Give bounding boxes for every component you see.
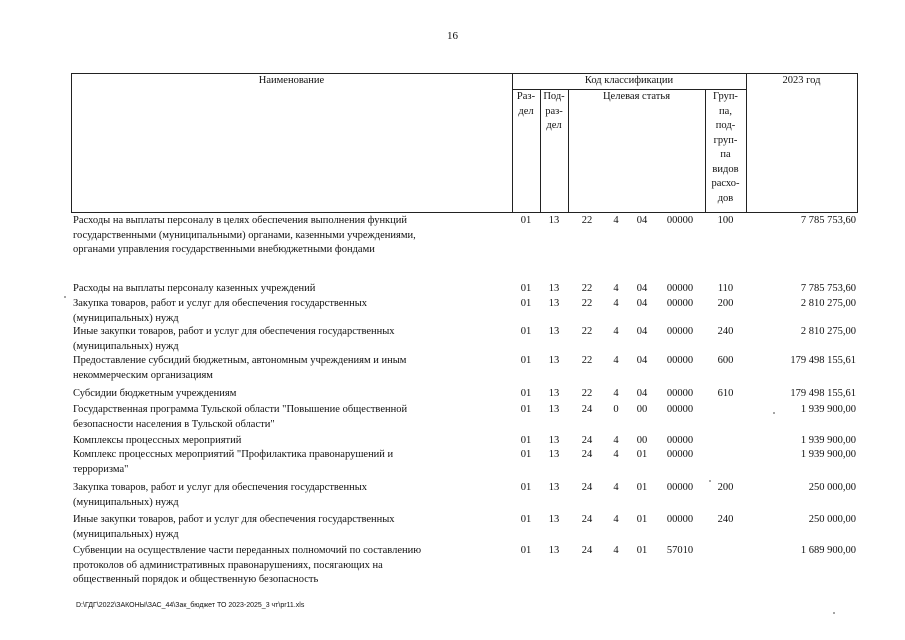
cell-pr: 13 [548,283,560,294]
cell-t4: 00000 [666,215,694,226]
row-name: Комплекс процессных мероприятий "Профилактика правонарушений и терроризма" [73,449,394,475]
row-name: Государственная программа Тульской области "Повышение общественной безопасности населения в Тульской области" [73,404,408,430]
cell-t2: 4 [613,355,619,366]
cell-t2: 0 [613,404,619,415]
cell-pr: 13 [548,298,560,309]
cell-rz: 01 [520,388,532,399]
cell-t3: 00 [636,404,648,415]
row-name: Иные закупки товаров, работ и услуг для обеспечения государственных (муниципальных) нужд [73,514,395,540]
cell-pr: 13 [548,514,560,525]
row-name: Предоставление субсидий бюджетным, автономным учреждениям и иным некоммерческим организациям [73,355,407,381]
cell-t1: 22 [581,215,593,226]
cell-t4: 00000 [666,449,694,460]
cell-vr: 610 [717,388,734,399]
cell-t1: 24 [581,404,593,415]
header-podrazdel: Под- раз- дел [543,91,565,131]
cell-t4: 57010 [666,545,694,556]
row-name: Субсидии бюджетным учреждениям [73,388,237,399]
cell-rz: 01 [520,435,532,446]
cell-amount: 2 810 275,00 [800,326,856,337]
cell-vr: 110 [717,283,734,294]
cell-amount: 179 498 155,61 [790,355,856,366]
page-number: 16 [447,30,458,42]
cell-rz: 01 [520,355,532,366]
row-name: Субвенции на осуществление части переданных полномочий по составлению протоколов об административных правонарушениях, посягающих на общественный порядок и общественную безопасность [73,545,422,585]
cell-t2: 4 [613,298,619,309]
header-target-article: Целевая статья [602,91,671,102]
cell-amount: 2 810 275,00 [800,298,856,309]
table-header [71,73,858,213]
row-name: Иные закупки товаров, работ и услуг для обеспечения государственных (муниципальных) нужд [73,326,395,352]
cell-t1: 22 [581,355,593,366]
row-name: Расходы на выплаты персоналу казенных учреждений [73,283,316,294]
cell-t2: 4 [613,449,619,460]
header-group: Груп- па, под- груп- па видов расхо- дов [711,91,740,204]
cell-t4: 00000 [666,435,694,446]
cell-t4: 00000 [666,404,694,415]
cell-t2: 4 [613,435,619,446]
cell-t2: 4 [613,215,619,226]
cell-rz: 01 [520,514,532,525]
cell-rz: 01 [520,298,532,309]
cell-t4: 00000 [666,283,694,294]
cell-t4: 00000 [666,355,694,366]
cell-t3: 04 [636,388,648,399]
cell-t1: 24 [581,514,593,525]
cell-vr: 200 [717,482,734,493]
cell-t3: 04 [636,283,648,294]
cell-t4: 00000 [666,388,694,399]
cell-t3: 00 [636,435,648,446]
cell-t4: 00000 [666,482,694,493]
cell-t3: 01 [636,482,648,493]
cell-t2: 4 [613,283,619,294]
cell-rz: 01 [520,283,532,294]
cell-t1: 24 [581,545,593,556]
row-name: Комплексы процессных мероприятий [73,435,242,446]
cell-t3: 01 [636,449,648,460]
cell-rz: 01 [520,326,532,337]
cell-t3: 04 [636,355,648,366]
header-year: 2023 год [782,75,821,86]
cell-t1: 22 [581,283,593,294]
cell-vr: 240 [717,514,734,525]
cell-amount: 179 498 155,61 [790,388,856,399]
cell-t1: 22 [581,388,593,399]
header-code-group: Код классификации [584,75,674,86]
budget-table [71,73,858,585]
footer-file-path: D:\ГДГ\2022\ЗАКОНЫ\ЗАС_44\Зак_бюджет ТО 2023-2025_3 чт\pr11.xls [76,602,305,609]
cell-amount: 1 939 900,00 [800,435,856,446]
cell-t2: 4 [613,514,619,525]
cell-pr: 13 [548,215,560,226]
cell-pr: 13 [548,404,560,415]
cell-amount: 1 939 900,00 [800,404,856,415]
cell-amount: 1 939 900,00 [800,449,856,460]
cell-rz: 01 [520,545,532,556]
cell-t3: 04 [636,215,648,226]
row-name: Расходы на выплаты персоналу в целях обеспечения выполнения функций государственными (муниципальными) органами, казенными учреждениями, органами управления государственными внебюджетными фондами [73,215,416,255]
header-name: Наименование [258,75,325,86]
cell-t1: 22 [581,326,593,337]
cell-t1: 22 [581,298,593,309]
cell-t2: 4 [613,326,619,337]
cell-pr: 13 [548,449,560,460]
row-name: Закупка товаров, работ и услуг для обеспечения государственных (муниципальных) нужд [73,482,368,508]
cell-t4: 00000 [666,514,694,525]
cell-amount: 250 000,00 [808,482,856,493]
cell-pr: 13 [548,326,560,337]
cell-t1: 24 [581,482,593,493]
cell-pr: 13 [548,482,560,493]
cell-t3: 04 [636,326,648,337]
cell-rz: 01 [520,404,532,415]
cell-rz: 01 [520,215,532,226]
cell-vr: 600 [717,355,734,366]
cell-t4: 00000 [666,298,694,309]
cell-vr: 200 [717,298,734,309]
cell-pr: 13 [548,355,560,366]
cell-amount: 250 000,00 [808,514,856,525]
cell-rz: 01 [520,482,532,493]
cell-pr: 13 [548,435,560,446]
cell-t2: 4 [613,545,619,556]
cell-pr: 13 [548,545,560,556]
cell-vr: 240 [717,326,734,337]
cell-amount: 1 689 900,00 [800,545,856,556]
cell-t3: 04 [636,298,648,309]
cell-t2: 4 [613,482,619,493]
cell-vr: 100 [717,215,734,226]
cell-t1: 24 [581,435,593,446]
cell-t3: 01 [636,514,648,525]
header-razdel: Раз- дел [516,91,536,117]
row-name: Закупка товаров, работ и услуг для обеспечения государственных (муниципальных) нужд [73,298,368,324]
cell-t2: 4 [613,388,619,399]
cell-t3: 01 [636,545,648,556]
cell-rz: 01 [520,449,532,460]
cell-amount: 7 785 753,60 [800,283,856,294]
cell-amount: 7 785 753,60 [800,215,856,226]
cell-t4: 00000 [666,326,694,337]
cell-pr: 13 [548,388,560,399]
cell-t1: 24 [581,449,593,460]
